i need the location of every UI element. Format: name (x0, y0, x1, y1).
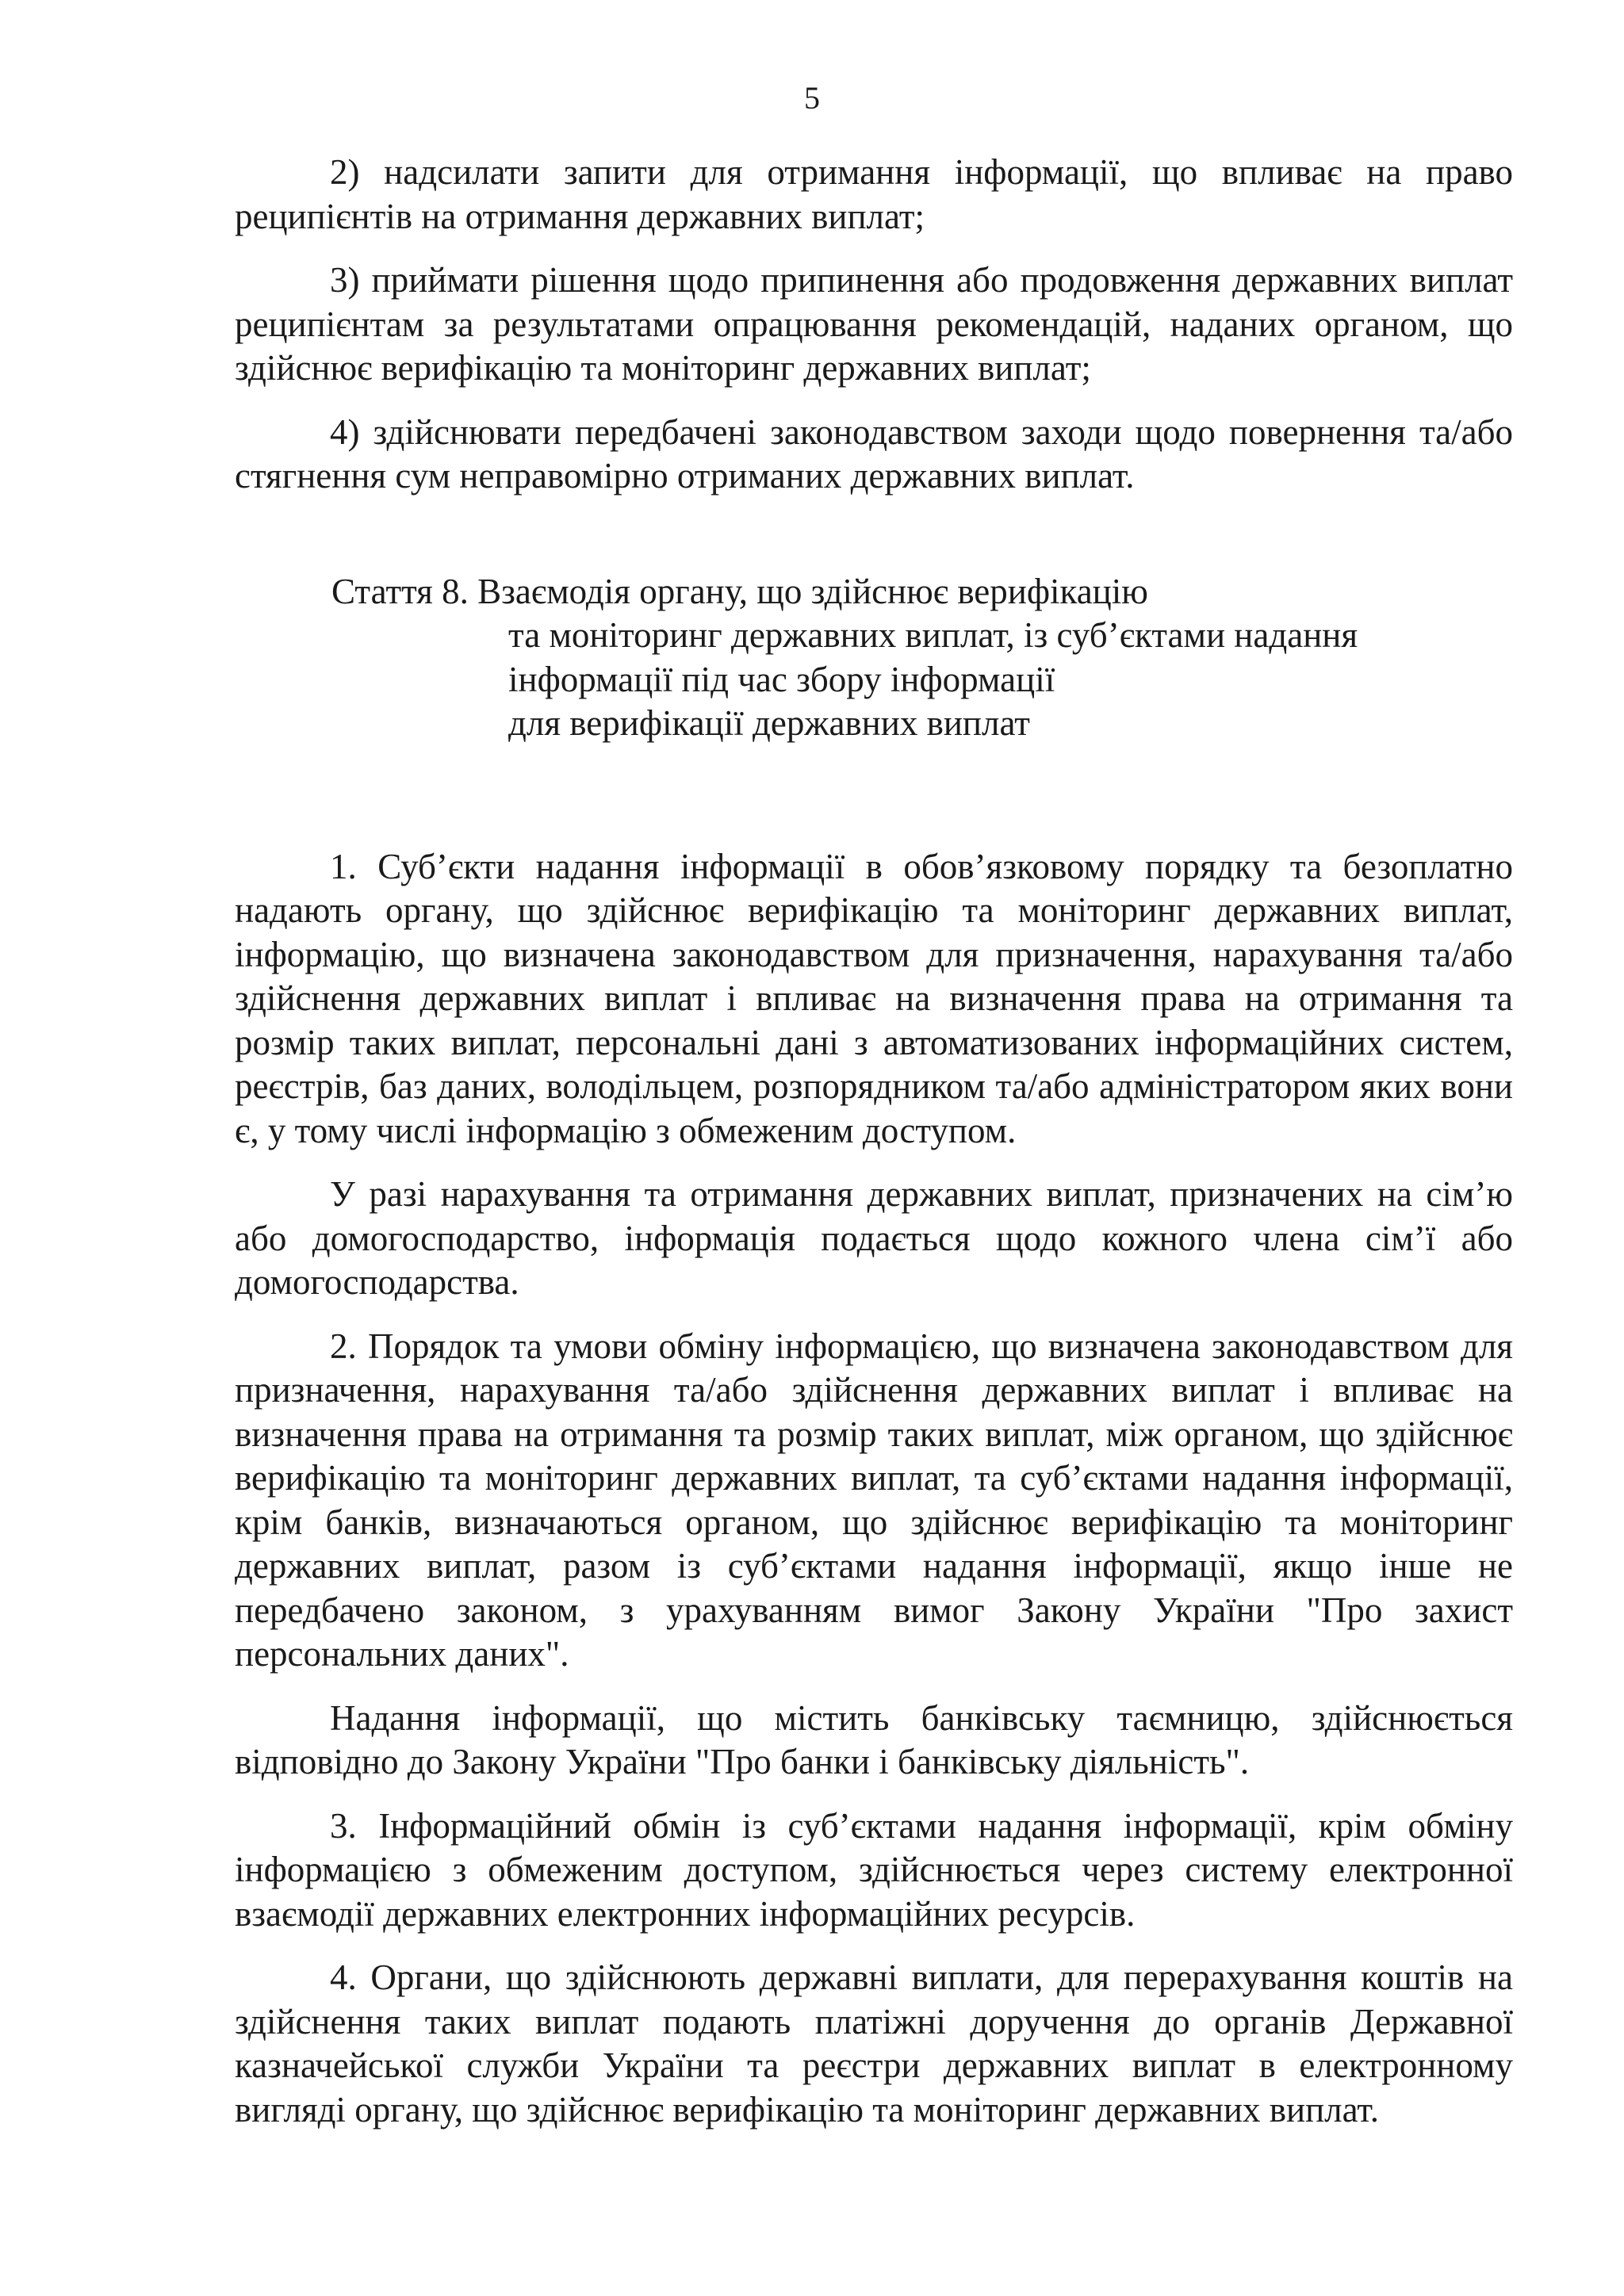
article-title-line: та моніторинг державних виплат, із суб’єктами надання (508, 615, 1358, 655)
paragraph-4: 4. Органи, що здійснюють державні виплати, для перерахування коштів на здійснення таких виплат подають платіжні доручення до органів Державної казначейської служби України та реєстри державних виплат в електронному вигляді органу, що здійснює верифікацію та моніторинг державних виплат. (235, 1957, 1513, 2130)
page-number: 5 (804, 80, 820, 116)
document-body (235, 151, 1513, 2152)
list-item-4: 4) здійснювати передбачені законодавством заходи щодо повернення та/або стягнення сум неправомірно отриманих державних виплат. (235, 411, 1513, 496)
paragraph-3: 3. Інформаційний обмін із суб’єктами надання інформації, крім обміну інформацією з обмеженим доступом, здійснюється через систему електронної взаємодії державних електронних інформаційних ресурсів. (235, 1805, 1513, 1934)
article-title-line: для верифікації державних виплат (508, 703, 1030, 743)
paragraph-1: 1. Суб’єкти надання інформації в обов’язковому порядку та безоплатно надають органу, що здійснює верифікацію та моніторинг державних виплат, інформацію, що визначена законодавством для призначення, нарахування та/або здійснення державних виплат і впливає на визначення права на отримання та розмір таких виплат, персональні дані з автоматизованих інформаційних систем, реєстрів, баз даних, володільцем, розпорядником та/або адміністратором яких вони є, у тому числі інформацію з обмеженим доступом. (235, 846, 1513, 1150)
article-title-line: Стаття 8. Взаємодія органу, що здійснює верифікацію (331, 571, 1148, 611)
list-item-2: 2) надсилати запити для отримання інформації, що впливає на право реципієнтів на отримання державних виплат; (235, 152, 1513, 236)
paragraph-1-family: У разі нарахування та отримання державних виплат, призначених на сім’ю або домогосподарство, інформація подається щодо кожного члена сім’ї або домогосподарства. (235, 1174, 1513, 1302)
paragraph-2-banks: Надання інформації, що містить банківську таємницю, здійснюється відповідно до Закону України "Про банки і банківську діяльність". (235, 1697, 1513, 1781)
paragraph-2: 2. Порядок та умови обміну інформацією, що визначена законодавством для призначення, нарахування та/або здійснення державних виплат і впливає на визначення права на отримання та розмір таких виплат, між органом, що здійснює верифікацію та моніторинг державних виплат, та суб’єктами надання інформації, крім банків, визначаються органом, що здійснює верифікацію та моніторинг державних виплат, разом із суб’єктами надання інформації, якщо інше не передбачено законом, з урахуванням вимог Закону України "Про захист персональних даних". (235, 1326, 1513, 1674)
article-title (331, 570, 1513, 746)
article-title-line: інформації під час збору інформації (508, 659, 1055, 699)
list-item-3: 3) приймати рішення щодо припинення або продовження державних виплат реципієнтам за результатами опрацювання рекомендацій, наданих органом, що здійснює верифікацію та моніторинг державних виплат; (235, 260, 1513, 388)
